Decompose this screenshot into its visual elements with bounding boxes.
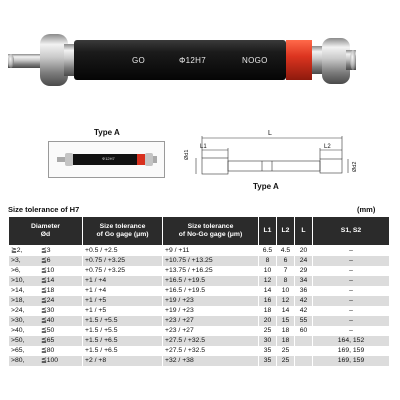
cell-s: – (313, 306, 390, 316)
table-row (9, 286, 390, 296)
cell-l: 24 (295, 256, 313, 266)
cell-l: 20 (295, 246, 313, 257)
thumbnail-frame (48, 141, 165, 178)
cell-l1: 8 (259, 256, 277, 266)
cell-go-tolerance: +0.75 / +3.25 (83, 256, 163, 266)
header-l: L (295, 217, 313, 246)
cell-l2: 25 (277, 346, 295, 356)
cell-l2: 8 (277, 276, 295, 286)
cell-go-tolerance: +0.75 / +3.25 (83, 266, 163, 276)
cell-l2: 10 (277, 286, 295, 296)
cell-diameter: >14, ≦18 (9, 286, 83, 296)
cell-l (295, 356, 313, 366)
cell-l1: 12 (259, 276, 277, 286)
cell-l2: 6 (277, 256, 295, 266)
dim-L1-label: L1 (200, 144, 207, 150)
cell-go-tolerance: +1.5 / +6.5 (83, 336, 163, 346)
cell-l: 55 (295, 316, 313, 326)
cell-go-tolerance: +2 / +8 (83, 356, 163, 366)
table-row (9, 356, 390, 366)
cell-nogo-tolerance: +13.75 / +16.25 (163, 266, 259, 276)
table-row (9, 346, 390, 356)
cell-l1: 30 (259, 336, 277, 346)
cell-l2: 18 (277, 326, 295, 336)
cell-l: 42 (295, 296, 313, 306)
table-body (9, 246, 390, 367)
cell-l1: 20 (259, 316, 277, 326)
cell-nogo-tolerance: +10.75 / +13.25 (163, 256, 259, 266)
cell-nogo-tolerance: +27.5 / +32.5 (163, 346, 259, 356)
cell-go-tolerance: +1.5 / +5.5 (83, 326, 163, 336)
cell-diameter: >3, ≦6 (9, 256, 83, 266)
dim-d2-label: Ød2 (352, 161, 358, 172)
cell-go-tolerance: +1 / +4 (83, 286, 163, 296)
dim-d1-label: Ød1 (184, 149, 190, 160)
cell-l2: 15 (277, 316, 295, 326)
cell-go-tolerance: +1 / +5 (83, 306, 163, 316)
diagram-caption: Type A (253, 182, 279, 191)
table-row (9, 296, 390, 306)
cell-l1: 14 (259, 286, 277, 296)
cell-s: – (313, 276, 390, 286)
cell-go-tolerance: +1 / +5 (83, 296, 163, 306)
cell-l2: 18 (277, 336, 295, 346)
table-title: Size tolerance of H7 (8, 205, 80, 214)
cell-l1: 18 (259, 306, 277, 316)
cell-l (295, 346, 313, 356)
header-diameter: Diameter Ød (9, 217, 83, 246)
nogo-label: NOGO (242, 56, 268, 65)
table-row (9, 306, 390, 316)
go-label: GO (132, 56, 146, 65)
cell-diameter: >18, ≦24 (9, 296, 83, 306)
cell-l1: 35 (259, 346, 277, 356)
cell-nogo-tolerance: +16.5 / +19.5 (163, 286, 259, 296)
cell-go-tolerance: +1.5 / +6.5 (83, 346, 163, 356)
header-l2: L2 (277, 217, 295, 246)
cell-l: 60 (295, 326, 313, 336)
cell-l: 36 (295, 286, 313, 296)
cell-l: 34 (295, 276, 313, 286)
tolerance-table (8, 216, 390, 366)
table-unit: (mm) (357, 205, 376, 214)
dim-L2-label: L2 (324, 144, 331, 150)
cell-s: 169, 159 (313, 356, 390, 366)
cell-diameter: >65, ≦80 (9, 346, 83, 356)
cell-diameter: >24, ≦30 (9, 306, 83, 316)
cell-s: – (313, 296, 390, 306)
cell-diameter: >40, ≦50 (9, 326, 83, 336)
cell-s: – (313, 316, 390, 326)
table-row (9, 316, 390, 326)
table-row (9, 246, 390, 257)
table-row (9, 256, 390, 266)
cell-diameter: ≧2, ≦3 (9, 246, 83, 257)
table-header-row (9, 217, 390, 246)
cell-diameter: >6, ≦10 (9, 266, 83, 276)
cell-s: – (313, 286, 390, 296)
table-row (9, 326, 390, 336)
thumbnail-title: Type A (94, 128, 120, 137)
thumbnail-size-label: Φ12H7 (102, 156, 115, 161)
cell-l1: 10 (259, 266, 277, 276)
header-nogo-tolerance: Size tolerance of No-Go gage (μm) (163, 217, 259, 246)
cell-go-tolerance: +0.5 / +2.5 (83, 246, 163, 257)
dim-L-label: L (268, 130, 272, 137)
cell-l1: 6.5 (259, 246, 277, 257)
cell-s: 164, 152 (313, 336, 390, 346)
cell-diameter: >30, ≦40 (9, 316, 83, 326)
cell-l (295, 336, 313, 346)
cell-l2: 7 (277, 266, 295, 276)
cell-l1: 16 (259, 296, 277, 306)
cell-nogo-tolerance: +19 / +23 (163, 296, 259, 306)
table-row (9, 336, 390, 346)
cell-s: – (313, 326, 390, 336)
cell-l2: 12 (277, 296, 295, 306)
cell-nogo-tolerance: +27.5 / +32.5 (163, 336, 259, 346)
cell-go-tolerance: +1.5 / +5.5 (83, 316, 163, 326)
cell-l: 42 (295, 306, 313, 316)
cell-nogo-tolerance: +23 / +27 (163, 326, 259, 336)
cell-diameter: >80, ≦100 (9, 356, 83, 366)
cell-s: 169, 159 (313, 346, 390, 356)
header-s: S1, S2 (313, 217, 390, 246)
cell-nogo-tolerance: +23 / +27 (163, 316, 259, 326)
header-go-tolerance: Size tolerance of Go gage (μm) (83, 217, 163, 246)
cell-s: – (313, 246, 390, 257)
cell-s: – (313, 256, 390, 266)
cell-l1: 35 (259, 356, 277, 366)
cell-nogo-tolerance: +16.5 / +19.5 (163, 276, 259, 286)
cell-l2: 4.5 (277, 246, 295, 257)
cell-l1: 25 (259, 326, 277, 336)
cell-l: 29 (295, 266, 313, 276)
cell-go-tolerance: +1 / +4 (83, 276, 163, 286)
table-row (9, 276, 390, 286)
cell-l2: 14 (277, 306, 295, 316)
cell-nogo-tolerance: +19 / +23 (163, 306, 259, 316)
cell-nogo-tolerance: +32 / +38 (163, 356, 259, 366)
header-l1: L1 (259, 217, 277, 246)
cell-diameter: >50, ≦65 (9, 336, 83, 346)
cell-l2: 25 (277, 356, 295, 366)
table-row (9, 266, 390, 276)
cell-nogo-tolerance: +9 / +11 (163, 246, 259, 257)
size-label: Φ12H7 (179, 56, 207, 65)
cell-diameter: >10, ≦14 (9, 276, 83, 286)
cell-s: – (313, 266, 390, 276)
